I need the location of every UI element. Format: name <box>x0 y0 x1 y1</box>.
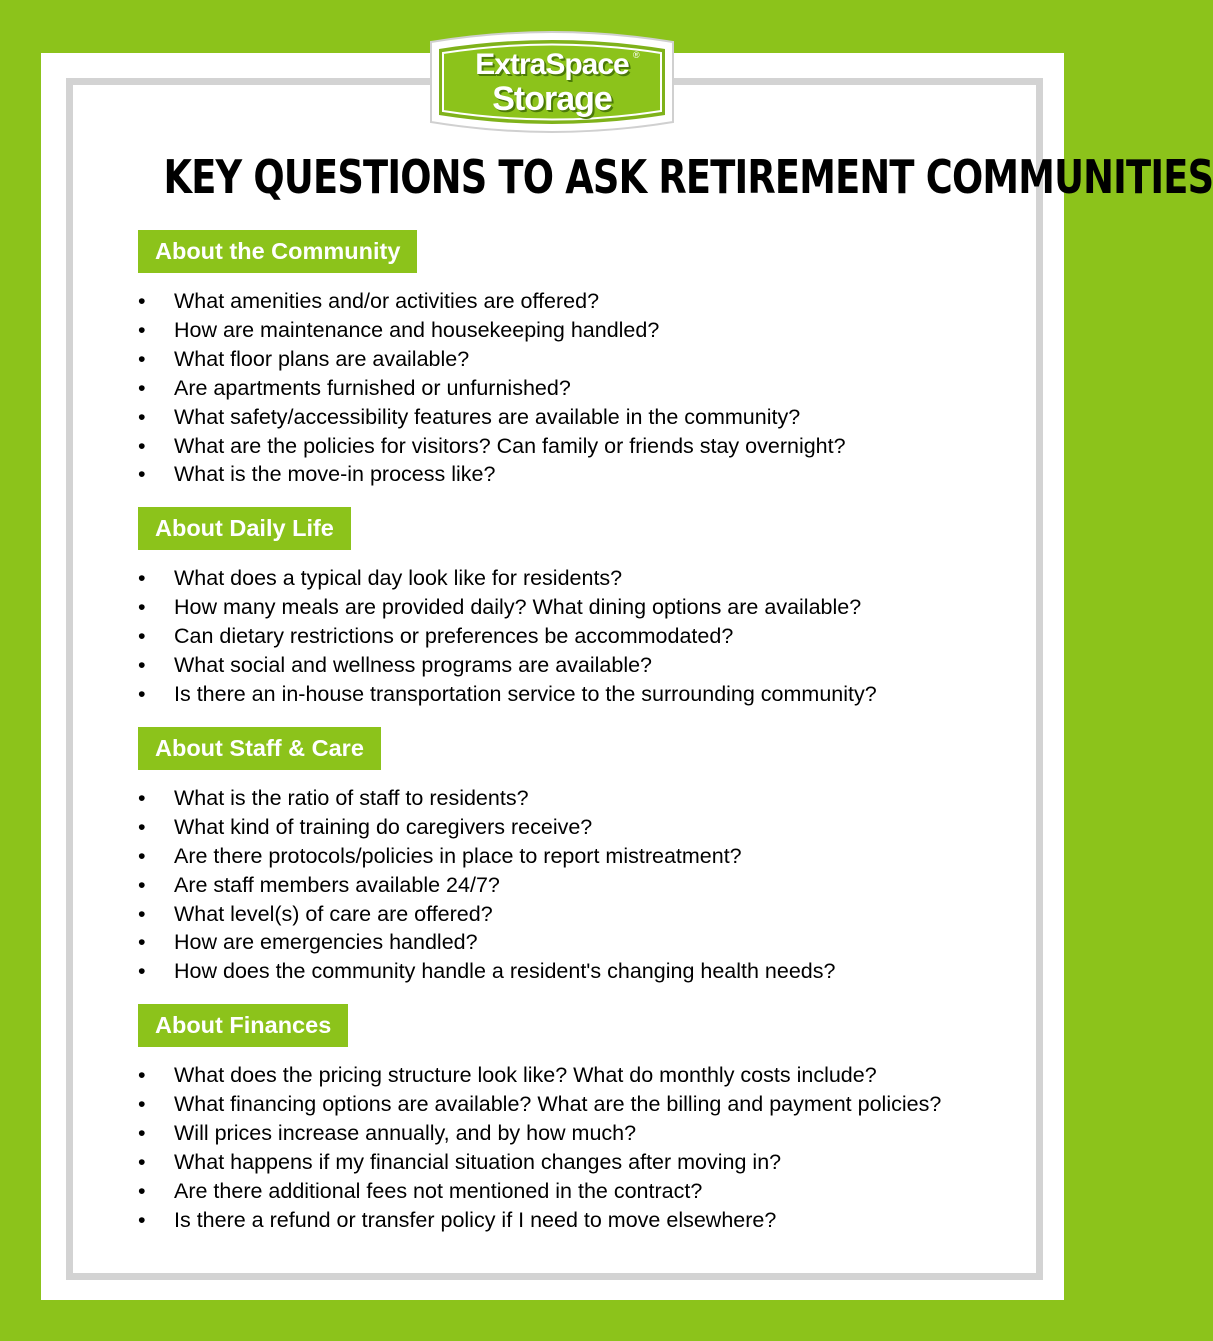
logo-text-storage: Storage <box>492 80 612 118</box>
question-item: • What are the policies for visitors? Can family or friends stay overnight? <box>138 432 988 461</box>
section-community <box>138 230 988 489</box>
question-item: • Can dietary restrictions or preferences be accommodated? <box>138 622 988 651</box>
question-item: • Are staff members available 24/7? <box>138 871 988 900</box>
section-heading: About Finances <box>138 1004 348 1047</box>
question-item: • What level(s) of care are offered? <box>138 900 988 929</box>
section-heading: About the Community <box>138 230 417 273</box>
question-item: • Are there protocols/policies in place to report mistreatment? <box>138 842 988 871</box>
questions-content <box>138 230 988 1253</box>
question-item: • What does the pricing structure look like? What do monthly costs include? <box>138 1061 988 1090</box>
section-daily-life <box>138 507 988 709</box>
question-item: • What is the move-in process like? <box>138 460 988 489</box>
question-item: • What does a typical day look like for residents? <box>138 564 988 593</box>
question-item: • Will prices increase annually, and by how much? <box>138 1119 988 1148</box>
question-item: • Is there a refund or transfer policy if I need to move elsewhere? <box>138 1206 988 1235</box>
question-item: • What safety/accessibility features are available in the community? <box>138 403 988 432</box>
question-list <box>138 1061 988 1234</box>
section-staff-care <box>138 727 988 986</box>
question-item: • Are apartments furnished or unfurnished? <box>138 374 988 403</box>
section-finances <box>138 1004 988 1234</box>
question-list <box>138 564 988 709</box>
registered-mark: ® <box>633 50 640 60</box>
question-item: • What is the ratio of staff to residents? <box>138 784 988 813</box>
question-item: • Are there additional fees not mentioned in the contract? <box>138 1177 988 1206</box>
section-heading: About Staff & Care <box>138 727 381 770</box>
extra-space-storage-logo <box>427 28 677 136</box>
question-item: • How are emergencies handled? <box>138 928 988 957</box>
question-item: • Is there an in-house transportation service to the surrounding community? <box>138 680 988 709</box>
question-item: • What happens if my financial situation changes after moving in? <box>138 1148 988 1177</box>
question-item: • What social and wellness programs are available? <box>138 651 988 680</box>
logo-text-extraspace: ExtraSpace <box>475 48 629 81</box>
question-list <box>138 784 988 986</box>
question-item: • How many meals are provided daily? What dining options are available? <box>138 593 988 622</box>
section-heading: About Daily Life <box>138 507 351 550</box>
question-list <box>138 287 988 489</box>
question-item: • What kind of training do caregivers receive? <box>138 813 988 842</box>
question-item: • What floor plans are available? <box>138 345 988 374</box>
question-item: • How are maintenance and housekeeping handled? <box>138 316 988 345</box>
question-item: • How does the community handle a resident's changing health needs? <box>138 957 988 986</box>
question-item: • What amenities and/or activities are offered? <box>138 287 988 316</box>
page-title: KEY QUESTIONS TO ASK RETIREMENT COMMUNITIES <box>163 150 1213 204</box>
question-item: • What financing options are available? What are the billing and payment policies? <box>138 1090 988 1119</box>
